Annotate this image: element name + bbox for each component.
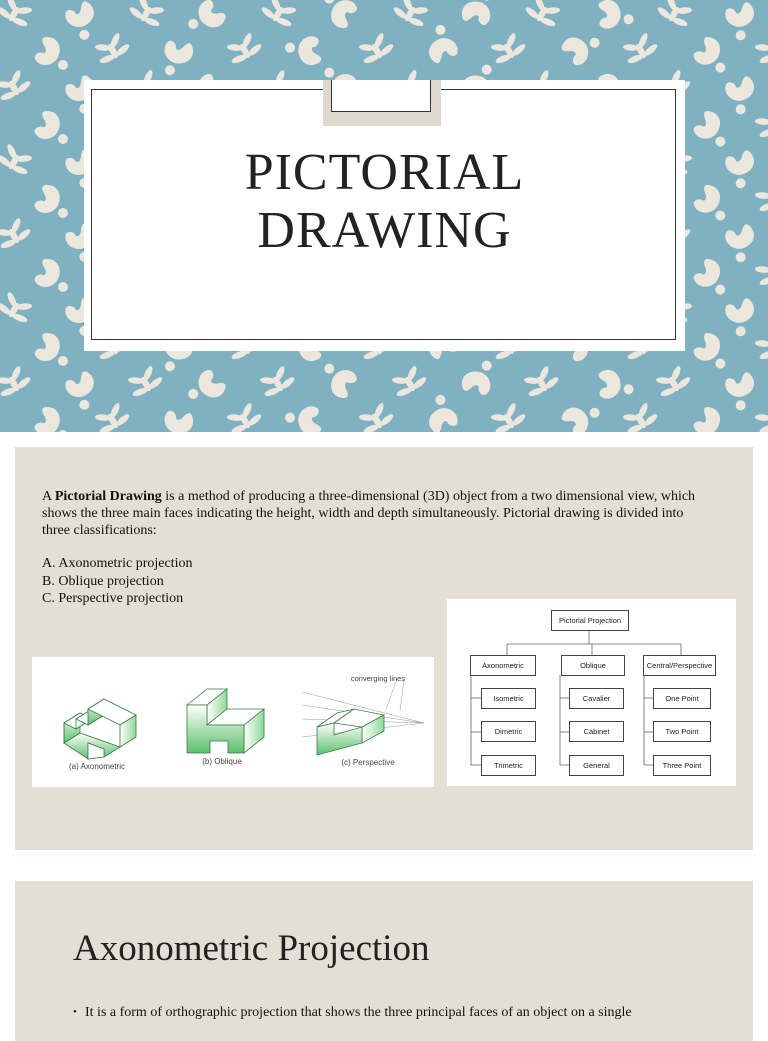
classification-item: C. Perspective projection xyxy=(42,590,192,608)
leaf-sprig-shape xyxy=(90,399,132,432)
leaf-sprig-shape xyxy=(523,0,565,30)
projection-views-drawing xyxy=(32,657,434,787)
leaf-sprig-shape xyxy=(655,0,697,30)
classification-item: B. Oblique projection xyxy=(42,573,192,591)
slide-title xyxy=(84,144,685,260)
title-line-2: DRAWING xyxy=(84,202,685,260)
leaf-sprig-shape xyxy=(0,0,37,30)
paisley-shape xyxy=(157,35,198,76)
paisley-shape xyxy=(718,217,765,264)
caption-oblique: (b) Oblique xyxy=(202,757,242,766)
paisley-shape xyxy=(157,405,198,432)
leaf-sprig-shape xyxy=(519,362,561,400)
leaf-sprig-shape xyxy=(750,325,768,363)
paisley-shape xyxy=(283,28,329,74)
tree-leaf-cavalier: Cavalier xyxy=(569,688,624,709)
leaf-sprig-shape xyxy=(750,29,768,67)
intro-term: Pictorial Drawing xyxy=(55,489,162,504)
intro-body: is a method of producing a three-dimensional (3D) object from a two dimensional view, which shows the three main faces indicating the height, width and depth simultaneously. Pictorial drawing is divided into three classifications: xyxy=(42,489,695,538)
paisley-shape xyxy=(591,362,636,407)
paisley-shape xyxy=(35,407,68,432)
leaf-sprig-shape xyxy=(387,362,429,400)
paisley-shape xyxy=(718,69,765,116)
paisley-shape xyxy=(557,26,601,70)
converging-lines-annotation: converging lines xyxy=(351,674,405,683)
leaf-sprig-shape xyxy=(0,140,37,178)
leaf-sprig-shape xyxy=(222,29,264,67)
definition-slide xyxy=(15,447,753,850)
intro-paragraph xyxy=(42,488,714,539)
paisley-shape xyxy=(691,405,730,432)
classification-list xyxy=(42,555,192,608)
leaf-sprig-shape xyxy=(259,0,301,30)
tree-root-pictorial-projection: Pictorial Projection xyxy=(551,610,629,631)
projection-classification-tree xyxy=(447,599,736,786)
leaf-sprig-shape xyxy=(0,214,33,252)
axonometric-heading: Axonometric Projection xyxy=(73,927,430,971)
paisley-shape xyxy=(322,0,358,29)
title-line-1: PICTORIAL xyxy=(84,144,685,202)
caption-perspective: (c) Perspective xyxy=(341,758,395,767)
paisley-shape xyxy=(418,393,465,432)
paisley-shape xyxy=(691,331,730,369)
leaf-sprig-shape xyxy=(90,29,132,67)
classification-item: A. Axonometric projection xyxy=(42,555,192,573)
paisley-shape xyxy=(35,37,68,70)
leaf-sprig-shape xyxy=(0,66,33,104)
paisley-shape xyxy=(59,365,106,411)
paisley-shape xyxy=(418,23,465,70)
leaf-sprig-shape xyxy=(750,103,768,141)
tree-leaf-three-point: Three Point xyxy=(653,755,711,776)
leaf-sprig-shape xyxy=(354,29,396,67)
title-tab-decoration xyxy=(323,80,441,126)
tree-leaf-cabinet: Cabinet xyxy=(569,721,624,742)
leaf-sprig-shape xyxy=(651,362,693,400)
bullet-text: It is a form of orthographic projection that shows the three principal faces of an object on a single xyxy=(85,1004,632,1021)
paisley-shape xyxy=(718,365,765,412)
paisley-shape xyxy=(283,398,329,432)
tree-leaf-one-point: One Point xyxy=(653,688,711,709)
leaf-sprig-shape xyxy=(391,0,433,30)
tree-leaf-general: General xyxy=(569,755,624,776)
leaf-sprig-shape xyxy=(123,362,165,400)
paisley-shape xyxy=(718,0,765,42)
tree-leaf-trimetric: Trimetric xyxy=(481,755,536,776)
paisley-shape xyxy=(187,0,230,39)
tree-node-oblique: Oblique xyxy=(561,655,625,676)
tree-leaf-isometric: Isometric xyxy=(481,688,536,709)
leaf-sprig-shape xyxy=(354,399,396,432)
intro-prefix: A xyxy=(42,489,55,504)
leaf-sprig-shape xyxy=(222,399,264,432)
paisley-shape xyxy=(458,360,497,399)
paisley-shape xyxy=(35,185,68,218)
oblique-block-drawing xyxy=(187,689,264,753)
tree-node-axonometric: Axonometric xyxy=(470,655,536,676)
projection-views-figure xyxy=(32,657,434,787)
title-card xyxy=(84,80,685,351)
leaf-sprig-shape xyxy=(255,362,297,400)
leaf-sprig-shape xyxy=(750,399,768,432)
leaf-sprig-shape xyxy=(750,177,768,215)
paisley-shape xyxy=(35,111,68,144)
paisley-shape xyxy=(718,291,765,338)
paisley-shape xyxy=(691,257,730,295)
paisley-shape xyxy=(35,259,68,292)
paisley-shape xyxy=(557,396,601,432)
title-slide xyxy=(0,0,768,432)
leaf-sprig-shape xyxy=(618,29,660,67)
caption-axonometric: (a) Axonometric xyxy=(69,762,125,771)
leaf-sprig-shape xyxy=(486,29,528,67)
axonometric-block-drawing xyxy=(64,699,136,759)
axonometric-slide xyxy=(15,881,753,1041)
paisley-shape xyxy=(322,363,358,399)
leaf-sprig-shape xyxy=(486,399,528,432)
leaf-sprig-shape xyxy=(618,399,660,432)
bullet-marker: • xyxy=(73,1004,77,1021)
paisley-shape xyxy=(691,109,730,147)
tree-leaf-two-point: Two Point xyxy=(653,721,711,742)
tree-node-central-perspective: Central/Perspective xyxy=(643,655,716,676)
paisley-shape xyxy=(458,0,497,29)
tree-leaf-dimetric: Dimetric xyxy=(481,721,536,742)
perspective-block-drawing xyxy=(302,679,424,755)
leaf-sprig-shape xyxy=(750,251,768,289)
title-tab-inner xyxy=(331,80,431,112)
paisley-shape xyxy=(59,0,106,42)
paisley-shape xyxy=(691,183,730,221)
leaf-sprig-shape xyxy=(127,0,169,30)
paisley-shape xyxy=(718,143,765,190)
leaf-sprig-shape xyxy=(0,362,33,400)
paisley-shape xyxy=(691,35,730,73)
paisley-shape xyxy=(35,333,68,366)
paisley-shape xyxy=(591,0,636,37)
leaf-sprig-shape xyxy=(0,288,37,326)
paisley-shape xyxy=(187,366,230,409)
